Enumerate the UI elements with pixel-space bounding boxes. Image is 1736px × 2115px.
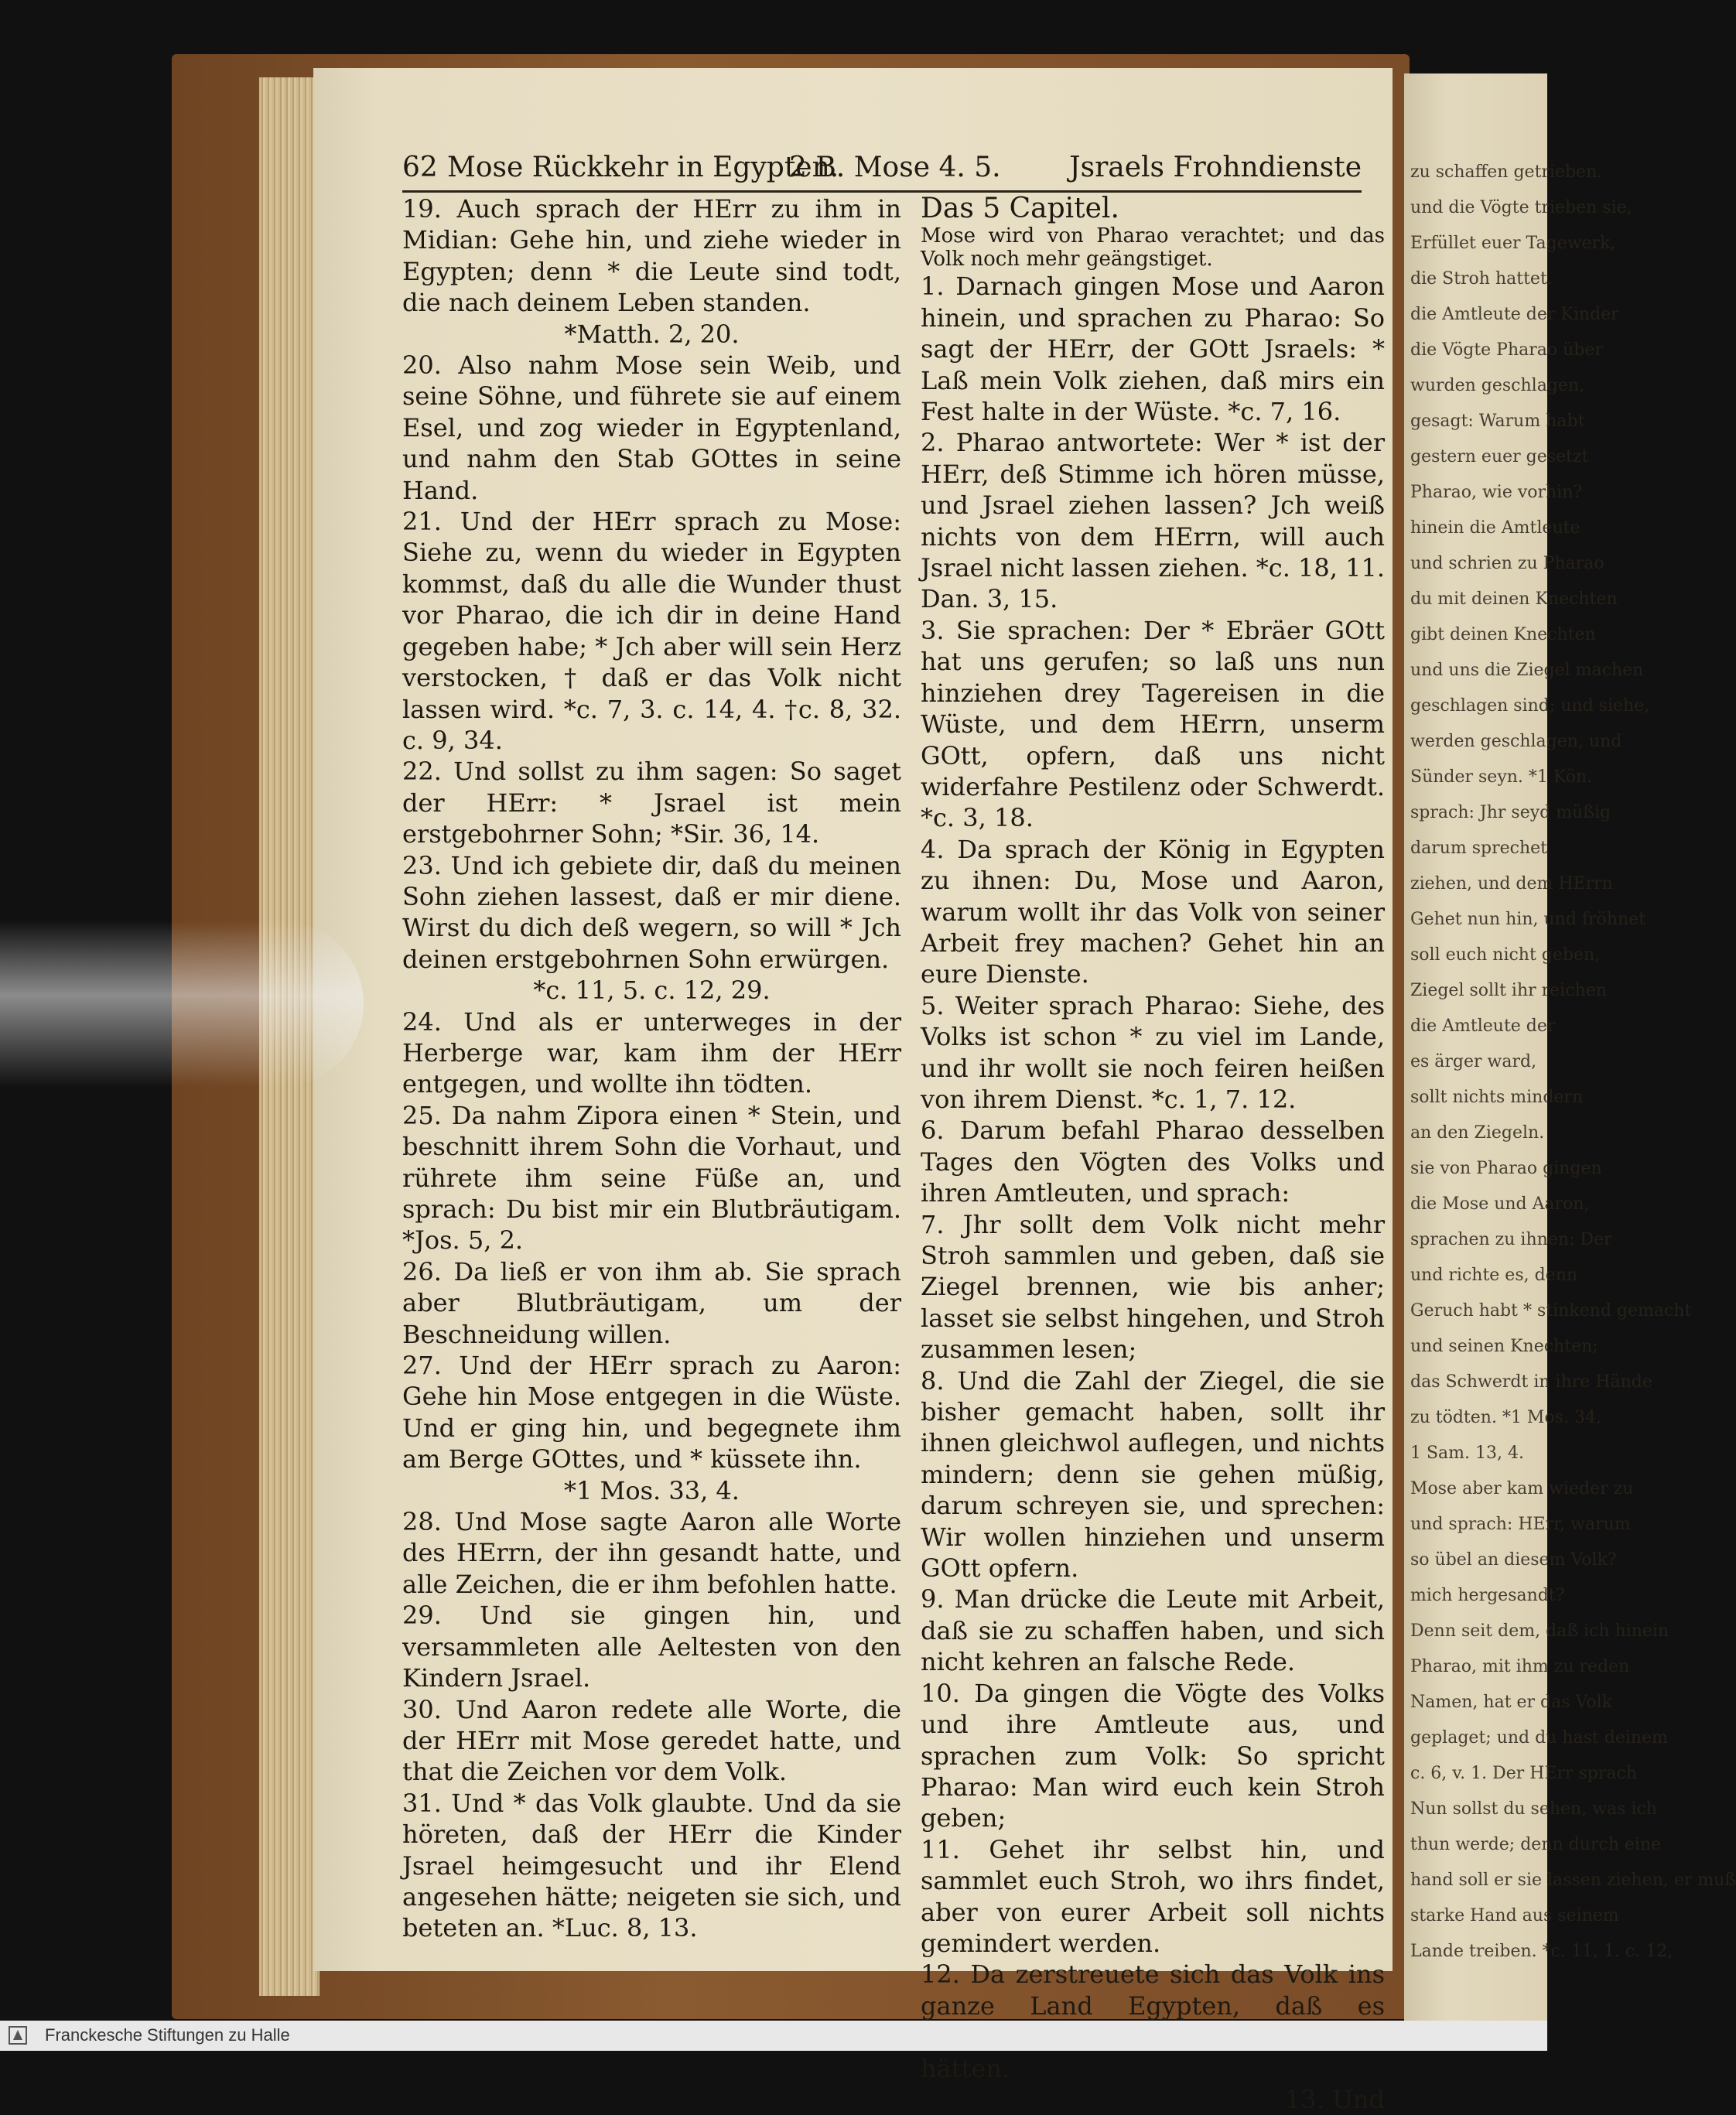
facing-page-fragment: gibt deinen Knechten — [1410, 625, 1596, 644]
facing-page-fragment: Sünder seyn. *1 Kön. — [1410, 767, 1593, 787]
verse: 11. Gehet ihr selbst hin, und sammlet euch Stroh, wo ihrs findet, aber von eurer Arbeit soll nichts gemindert werden. — [921, 1834, 1385, 1958]
left-column — [402, 193, 901, 1944]
facing-page-fragment: so übel an diesem Volk? — [1410, 1550, 1617, 1570]
verse: 25. Da nahm Zipora einen * Stein, und beschnitt ihrem Sohn die Vorhaut, und rührete ihm seine Füße an, und sprach: Du bist mir ein Blutbräutigam. *Jos. 5, 2. — [402, 1100, 901, 1256]
verse: 10. Da gingen die Vögte des Volks und ihre Amtleute aus, und sprachen zum Volk: So spricht Pharao: Man wird euch kein Stroh geben; — [921, 1678, 1385, 1833]
glare-reflection — [0, 921, 364, 1087]
verse: 4. Da sprach der König in Egypten zu ihnen: Du, Mose und Aaron, warum wollt ihr das Volk von seiner Arbeit frey machen? Gehet hin an eure Dienste. — [921, 834, 1385, 989]
facing-page-fragment: Erfüllet euer Tagewerk, — [1410, 234, 1616, 253]
facing-page-fragment: geschlagen sind; und siehe, — [1410, 696, 1650, 716]
facing-page-fragment: hand soll er sie lassen ziehen, er muß — [1410, 1871, 1736, 1890]
cross-reference: *Matth. 2, 20. — [564, 319, 740, 349]
facing-page-fragment: und sprach: HErr, warum — [1410, 1515, 1631, 1534]
facing-page-fragment: c. 6, v. 1. Der HErr sprach — [1410, 1764, 1638, 1783]
facing-page-fragment: sollt nichts mindern — [1410, 1088, 1584, 1107]
facing-page-fragment: an den Ziegeln. — [1410, 1123, 1545, 1143]
facing-page-fragment: mich hergesandt? — [1410, 1586, 1565, 1605]
verse: 12. Da zerstreuete sich das Volk ins ganze Land Egypten, daß es hätten. — [921, 1960, 1385, 2083]
chapter-title: Das 5 Capitel. — [921, 193, 1119, 224]
verse: 28. Und Mose sagte Aaron alle Worte des HErrn, der ihn gesandt hatte, und alle Zeichen, die er ihm befohlen hatte. — [402, 1507, 901, 1599]
catchword: 13. Und — [1284, 2084, 1385, 2114]
page-number: 62 — [402, 152, 438, 183]
facing-page-fragment: Gehet nun hin, und fröhnet — [1410, 910, 1645, 929]
facing-page-fragment: gesagt: Warum habt — [1410, 412, 1585, 431]
facing-page-fragment: Pharao, mit ihm zu reden — [1410, 1657, 1630, 1676]
right-column — [921, 193, 1385, 2115]
facing-page-fragment: und die Vögte trieben sie, — [1410, 198, 1632, 217]
facing-page-fragment: sprachen zu ihnen: Der — [1410, 1230, 1612, 1249]
verse: 22. Und sollst zu ihm sagen: So saget der HErr: * Jsrael ist mein erstgebohrner Sohn; *Sir. 36, 14. — [402, 757, 901, 849]
facing-page-fragment: starke Hand aus seinem — [1410, 1906, 1619, 1925]
facing-page-fragment: die Vögte Pharao über — [1410, 340, 1603, 360]
verse: 29. Und sie gingen hin, und versammleten alle Aeltesten von den Kindern Jsrael. — [402, 1601, 901, 1693]
facing-page-fragment: die Mose und Aaron, — [1410, 1194, 1590, 1214]
facing-page-fragment: zu tödten. *1 Mos. 34, — [1410, 1408, 1601, 1427]
facing-page-fragment: 1 Sam. 13, 4. — [1410, 1444, 1524, 1463]
facing-page-fragment: Namen, hat er das Volk — [1410, 1693, 1613, 1712]
verse: 30. Und Aaron redete alle Worte, die der HErr mit Mose geredet hatte, und that die Zeichen vor dem Volk. — [402, 1694, 901, 1787]
facing-page-fragment: werden geschlagen, und — [1410, 732, 1622, 751]
cross-reference: *c. 11, 5. c. 12, 29. — [533, 975, 771, 1006]
facing-page-fragment: Ziegel sollt ihr reichen — [1410, 981, 1607, 1000]
facing-page-fragment: darum sprechet — [1410, 839, 1547, 858]
facing-page-fragment: wurden geschlagen, — [1410, 376, 1585, 395]
facing-page-fragment: die Amtleute der — [1410, 1016, 1556, 1036]
verse: 7. Jhr sollt dem Volk nicht mehr Stroh sammlen und geben, daß sie Ziegel brennen, wie bis anher; lasset sie selbst hingehen, und Stroh zusammen lesen; — [921, 1209, 1385, 1365]
verse: 21. Und der HErr sprach zu Mose: Siehe zu, wenn du wieder in Egypten kommst, daß du alle die Wunder thust vor Pharao, die ich dir in deine Hand gegeben habe; * Jch aber will sein Herz verstocken, † daß er das Volk nicht lassen wird. *c. 7, 3. c. 14, 4. †c. 8, 32. c. 9, 34. — [402, 507, 901, 755]
verse: 23. Und ich gebiete dir, daß du meinen Sohn ziehen lassest, daß er mir diene. Wirst du dich deß wegern, so will * Jch deinen erstgebohrnen Sohn erwürgen. — [402, 850, 901, 974]
verse: 2. Pharao antwortete: Wer * ist der HErr, deß Stimme ich hören müsse, und Jsrael ziehen lassen? Jch weiß nichts von dem HErrn, will auch Jsrael nicht lassen ziehen. *c. 18, 11. Dan. 3, 15. — [921, 428, 1385, 614]
facing-page-fragment: es ärger ward, — [1410, 1052, 1537, 1071]
verse: 24. Und als er unterweges in der Herberge war, kam ihm der HErr entgegen, und wollte ihn tödten. — [402, 1006, 901, 1099]
facing-page-fragment: und uns die Ziegel machen — [1410, 661, 1644, 680]
facing-page-fragment: Geruch habt * stinkend gemacht — [1410, 1301, 1692, 1321]
verse: 26. Da ließ er von ihm ab. Sie sprach aber Blutbräutigam, um der Beschneidung willen. — [402, 1256, 901, 1349]
institution-logo-icon — [5, 2024, 31, 2048]
facing-page-fragment: die Stroh hattet. — [1410, 269, 1553, 289]
facing-page-fragment: ziehen, und dem HErrn — [1410, 874, 1613, 893]
facing-page-fragment: und seinen Knechten; — [1410, 1337, 1598, 1356]
verse: 5. Weiter sprach Pharao: Siehe, des Volks ist schon * zu viel im Lande, und ihr wollt sie noch feiren heißen von ihrem Dienst. *c. 1, 7. 12. — [921, 990, 1385, 1114]
facing-page-fragment: hinein die Amtleute — [1410, 518, 1581, 538]
verse: 9. Man drücke die Leute mit Arbeit, daß sie zu schaffen haben, und sich nicht kehren an falsche Rede. — [921, 1584, 1385, 1677]
verse: 1. Darnach gingen Mose und Aaron hinein, und sprachen zu Pharao: So sagt der HErr, der GOtt Jsraels: * Laß mein Volk ziehen, daß mirs ein Fest halte in der Wüste. *c. 7, 16. — [921, 272, 1385, 427]
verse: 19. Auch sprach der HErr zu ihm in Midian: Gehe hin, und ziehe wieder in Egypten; denn * die Leute sind todt, die nach deinem Leben standen. — [402, 194, 901, 318]
facing-page-fragment: Pharao, wie vorhin? — [1410, 483, 1583, 502]
verse: 6. Darum befahl Pharao desselben Tages den Vögten des Volks und ihren Amtleuten, und sprach: — [921, 1116, 1385, 1208]
facing-page-fragment: und schrien zu Pharao — [1410, 554, 1604, 573]
facing-page-fragment: das Schwerdt in ihre Hände — [1410, 1372, 1652, 1392]
verse: 27. Und der HErr sprach zu Aaron: Gehe hin Mose entgegen in die Wüste. Und er ging hin, und begegnete ihm am Berge GOttes, und * küssete ihn. — [402, 1351, 901, 1474]
running-header — [402, 152, 1362, 193]
facing-page-fragment: sprach: Jhr seyd müßig — [1410, 803, 1611, 822]
facing-page-fragment: soll euch nicht geben, — [1410, 945, 1601, 965]
facing-page-fragment: Denn seit dem, daß ich hinein — [1410, 1621, 1669, 1641]
verse: 31. Und * das Volk glaubte. Und da sie höreten, daß der HErr die Kinder Jsrael heimgesucht und ihr Elend angesehen hätte; neigeten sie sich, und beteten an. *Luc. 8, 13. — [402, 1788, 901, 1943]
running-title: Mose Rückkehr in Egypten. — [447, 152, 839, 183]
cross-reference: *1 Mos. 33, 4. — [564, 1475, 740, 1505]
facing-page-fragment: sie von Pharao gingen — [1410, 1159, 1602, 1178]
facing-page-fragment: Nun sollst du sehen, was ich — [1410, 1799, 1657, 1819]
facing-page-fragment: zu schaffen getrieben. — [1410, 162, 1603, 182]
facing-page-fragment: thun werde; denn durch eine — [1410, 1835, 1662, 1854]
facing-page-fragment: und richte es, denn — [1410, 1266, 1578, 1285]
footer-strip — [0, 2021, 1547, 2051]
facing-page-fragment: gestern euer gesetzt — [1410, 447, 1589, 466]
verse: 8. Und die Zahl der Ziegel, die sie bisher gemacht haben, sollt ihr ihnen gleichwol auflegen, und nichts mindern; denn sie gehen müßig, darum schreyen sie, und sprechen: Wir wollen hinziehen und unserm GOtt opfern. — [921, 1365, 1385, 1584]
book-reference: 2 B. Mose 4. 5. — [789, 152, 1001, 183]
verse: 3. Sie sprachen: Der * Ebräer GOtt hat uns gerufen; so laß uns nun hinziehen drey Tagereisen in die Wüste, und dem HErrn, unserm GOtt, opfern, daß uns nicht widerfahre Pestilenz oder Schwerdt. *c. 3, 18. — [921, 615, 1385, 833]
facing-page-fragment: du mit deinen Knechten — [1410, 589, 1618, 609]
facing-page-fragment: Lande treiben. *c. 11, 1. c. 12, — [1410, 1942, 1673, 1961]
next-page-edge — [1404, 73, 1736, 2023]
verse: 20. Also nahm Mose sein Weib, und seine Söhne, und führete sie auf einem Esel, und zog wieder in Egyptenland, und nahm den Stab GOttes in seine Hand. — [402, 350, 901, 505]
facing-page-fragment: die Amtleute der Kinder — [1410, 305, 1619, 324]
chapter-summary: Mose wird von Pharao verachtet; und das Volk noch mehr geängstiget. — [921, 224, 1385, 272]
right-running-title: Jsraels Frohndienste — [1069, 152, 1362, 183]
facing-page-fragment: Mose aber kam wieder zu — [1410, 1479, 1634, 1498]
facing-page-fragment: geplaget; und du hast deinem — [1410, 1728, 1668, 1748]
institution-name: Franckesche Stiftungen zu Halle — [45, 2025, 290, 2045]
